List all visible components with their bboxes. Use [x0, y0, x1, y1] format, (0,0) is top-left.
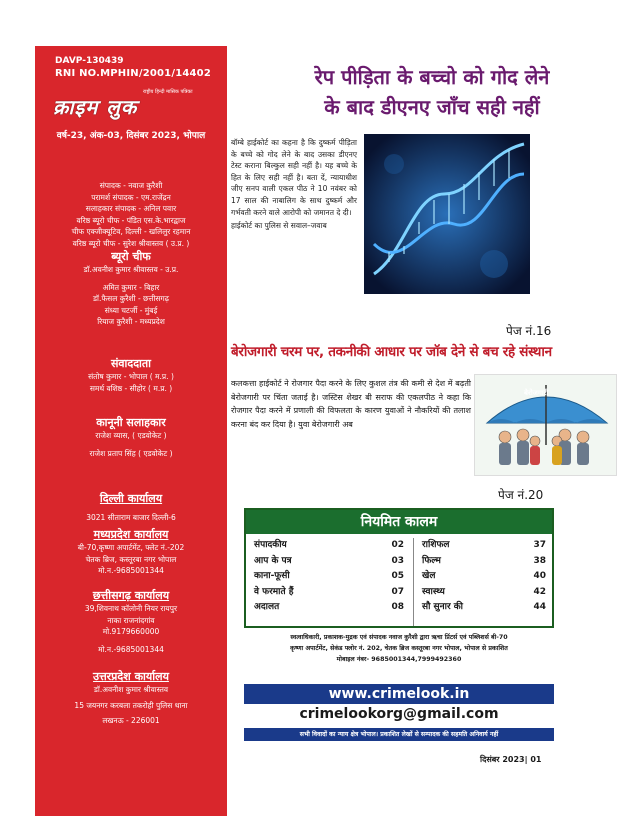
up-address-line: लखनऊ - 226001: [102, 716, 160, 725]
mp-office-heading: मध्यप्रदेश कार्यालय: [93, 528, 169, 541]
bureau-section: [35, 250, 227, 328]
delhi-address: 3021 सीताराम बाजार दिल्ली-6: [86, 513, 176, 522]
column-entry: [422, 585, 546, 601]
correspondent-line: समर्थ वशिष्ठ - सीहोर ( म.प्र. ): [89, 383, 173, 393]
column-name: काना-फूसी: [254, 571, 290, 581]
publisher-info: [244, 632, 554, 665]
column-name: आप के पत्र: [254, 555, 292, 566]
editor-line: संपादक - नवाज कुरैशी: [99, 181, 163, 190]
editor-line: सलाहकार संपादक - अनिल पवार: [85, 204, 177, 213]
masthead-sidebar: [35, 46, 227, 816]
column-name: स्वास्थ्य: [422, 586, 445, 597]
column-name: खेल: [422, 571, 436, 581]
editorial-team: [35, 180, 227, 249]
up-address-line: डॉ.अवनीश कुमार श्रीवास्तव: [93, 685, 169, 694]
editor-line: परामर्श संपादक - एम.राजेंद्रन: [91, 192, 171, 202]
column-page: 42: [533, 586, 546, 597]
column-name: राशिफल: [422, 540, 450, 550]
story1-text: [231, 137, 357, 232]
story1-body: बॉम्बे हाईकोर्ट का कहना है कि दुष्कर्म पीड़िता के बच्चे को गोद लेने के बाद उसका डीएनए टेस्ट कराना बिल्कुल सही नहीं है। यह बच्चे के हित के लिए सही नहीं है। बता दें, न्यायाधीश जीए सनप वाली एकल पीठ ने 10 नवंबर को 17 साल की नाबालिग के साथ दुष्कर्म और गर्भवती करने वाले आरोपी को जमानत दे दी।: [231, 138, 357, 217]
mp-office: [35, 528, 227, 577]
column-entry: [422, 554, 546, 570]
headline-line: रेप पीड़िता के बच्चो को गोद लेने: [314, 65, 550, 89]
unemployment-cartoon: [474, 374, 617, 476]
jurisdiction-disclaimer: सभी विवादों का न्याय क्षेत्र भोपाल। प्रकाशित लेखों से सम्पादक की सहमति अनिवार्य नहीं: [244, 728, 554, 741]
column-page: 38: [533, 555, 546, 566]
column-name: फिल्म: [422, 555, 441, 566]
regular-columns-box: [244, 508, 554, 628]
legal-line: राजेश प्रताप सिंह ( एडवोकेट ): [89, 448, 173, 458]
column-page: 02: [391, 540, 404, 550]
mp-address-line: बी-70,कृष्णा अपार्टमेंट, फ्लेट नं.-202: [77, 543, 185, 552]
columns-list-left: [254, 538, 404, 616]
column-page: 37: [533, 540, 546, 550]
legal-heading: कानूनी सलाहकार: [96, 416, 166, 429]
column-name: अदालत: [254, 602, 280, 612]
mp-address-line: मो.न.-9685001344: [98, 566, 164, 575]
column-entry: [422, 538, 546, 554]
magazine-logo: क्राइम लुक: [53, 95, 138, 119]
columns-list-right: [422, 538, 546, 616]
columns-divider: [413, 538, 414, 626]
column-entry: [422, 600, 546, 616]
publisher-line: कृष्णा अपार्टमेंट, सेकंड फ्लोर नं. 202, चेतक ब्रिज कस्तूरबा नगर भोपाल, भोपाल से प्रकाशित: [290, 645, 508, 652]
regular-columns-title: नियमित कालम: [246, 510, 552, 534]
bureau-line: अमित कुमार - बिहार: [102, 282, 160, 292]
cg-office: [35, 589, 227, 655]
column-entry: [422, 569, 546, 585]
bureau-line: रियाज कुरैशी - मध्यप्रदेश: [97, 317, 165, 326]
column-page: 44: [533, 602, 546, 612]
editor-line: चीफ एक्जीक्यूटिव, दिल्ली - खलिलुर रहमान: [71, 227, 191, 236]
bureau-line: डॉ.फैसल कुरैशी - छत्तीसगढ़: [93, 294, 169, 303]
email-link[interactable]: crimelookorg@gmail.com: [299, 706, 499, 722]
column-entry: [254, 538, 404, 554]
main-headline: [232, 62, 632, 122]
bureau-line: संध्या चटर्जी - मुंबई: [104, 305, 158, 315]
story1-page-ref: पेज नं.16: [506, 324, 552, 338]
up-office: [35, 670, 227, 727]
dna-helix-icon: [364, 134, 530, 294]
column-page: 40: [533, 571, 546, 581]
column-page: 08: [391, 602, 404, 612]
delhi-office-heading: दिल्ली कार्यालय: [99, 492, 163, 505]
cg-address-line: मो.9179660000: [102, 627, 160, 636]
editor-line: वरिष्ठ ब्यूरो चीफ - पंडित एस.के.भारद्वाज: [76, 215, 186, 225]
up-address-line: 15 जयनगर करबला तकरोही पुलिस थाना: [74, 700, 188, 710]
page-footer: दिसंबर 2023| 01: [480, 755, 542, 764]
column-page: 07: [391, 586, 404, 597]
cg-address-line: 39,शिवनाथ कॉलोनी नियर रायपुर: [84, 604, 178, 613]
column-entry: [254, 569, 404, 585]
up-office-heading: उत्तरप्रदेश कार्यालय: [93, 670, 169, 683]
story2-page-ref: पेज नं.20: [498, 488, 544, 502]
legal-line: राजेश व्यास, ( एडवोकेट ): [95, 431, 167, 440]
headline-line: के बाद डीएनए जाँच सही नहीं: [324, 95, 540, 119]
column-page: 03: [391, 555, 404, 566]
column-entry: [254, 554, 404, 570]
story1-caption: हाईकोर्ट का पुलिस से सवाल–जवाब: [231, 221, 327, 231]
column-name: संपादकीय: [254, 540, 287, 550]
rni-number: RNI NO.MPHIN/2001/14402: [55, 68, 211, 79]
correspondent-section: [35, 357, 227, 394]
bureau-heading: ब्यूरो चीफ: [111, 250, 151, 263]
story2-headline: बेरोजगारी चरम पर, तकनीकी आधार पर जॉब देने से बच रहे संस्थान: [231, 344, 552, 360]
cg-address-line: मो.न.-9685001344: [98, 644, 164, 654]
magazine-tagline: राष्ट्रीय हिन्दी मासिक पत्रिका: [143, 89, 193, 95]
column-entry: [254, 600, 404, 616]
cg-address-line: नाका राजनांदगांव: [107, 615, 155, 625]
issue-info: वर्ष-23, अंक-03, दिसंबर 2023, भोपाल: [56, 131, 206, 141]
delhi-office: [35, 492, 227, 524]
website-link[interactable]: www.crimelook.in: [244, 684, 554, 704]
column-name: सौ सुनार की: [422, 602, 464, 612]
correspondent-heading: संवाददाता: [110, 357, 152, 370]
publisher-line: मोबाइल नंबर- 9685001344,7999492360: [336, 656, 462, 663]
publisher-line: स्वत्वाधिकारी, प्रकाशक-मुद्रक एवं संपादक नवाज कुरैशी द्वारा ऋचा प्रिंटर्स एवं पब्लिशर्स बी-70: [290, 634, 508, 641]
column-page: 05: [391, 571, 404, 581]
cg-office-heading: छत्तीसगढ़ कार्यालय: [92, 589, 170, 602]
bureau-line: डॉ.अवनीश कुमार श्रीवास्तव - उ.प्र.: [83, 265, 179, 274]
story2-body: कलकत्ता हाईकोर्ट ने रोजगार पैदा करने के लिए कुशल तंत्र की कमी से देश में बढ़ती बेरोजगारी पर चिंता जताई है। जस्टिस शेखर बी सराफ की एकलपीठ ने कहा कि रोजगार पैदा करने में प्रणाली की विफलता के कारण युवाओं ने नौकरियों की तलाश करना बंद कर दिया है। युवा बेरोजगारी अब: [231, 379, 471, 429]
mp-address-line: चेतक ब्रिज, कस्तूरबा नगर भोपाल: [85, 554, 177, 564]
dna-image: [364, 134, 530, 294]
correspondent-line: संतोष कुमार - भोपाल ( म.प्र. ): [88, 372, 174, 381]
column-name: वे फरमाते हैं: [254, 586, 294, 597]
column-entry: [254, 585, 404, 601]
editor-line: वरिष्ठ ब्यूरो चीफ - सुरेश श्रीवास्तव ( उ.प्र. ): [72, 238, 190, 248]
cartoon-label: बेरोजगारी: [524, 389, 549, 397]
davp-number: DAVP-130439: [55, 56, 124, 66]
legal-section: [35, 416, 227, 459]
